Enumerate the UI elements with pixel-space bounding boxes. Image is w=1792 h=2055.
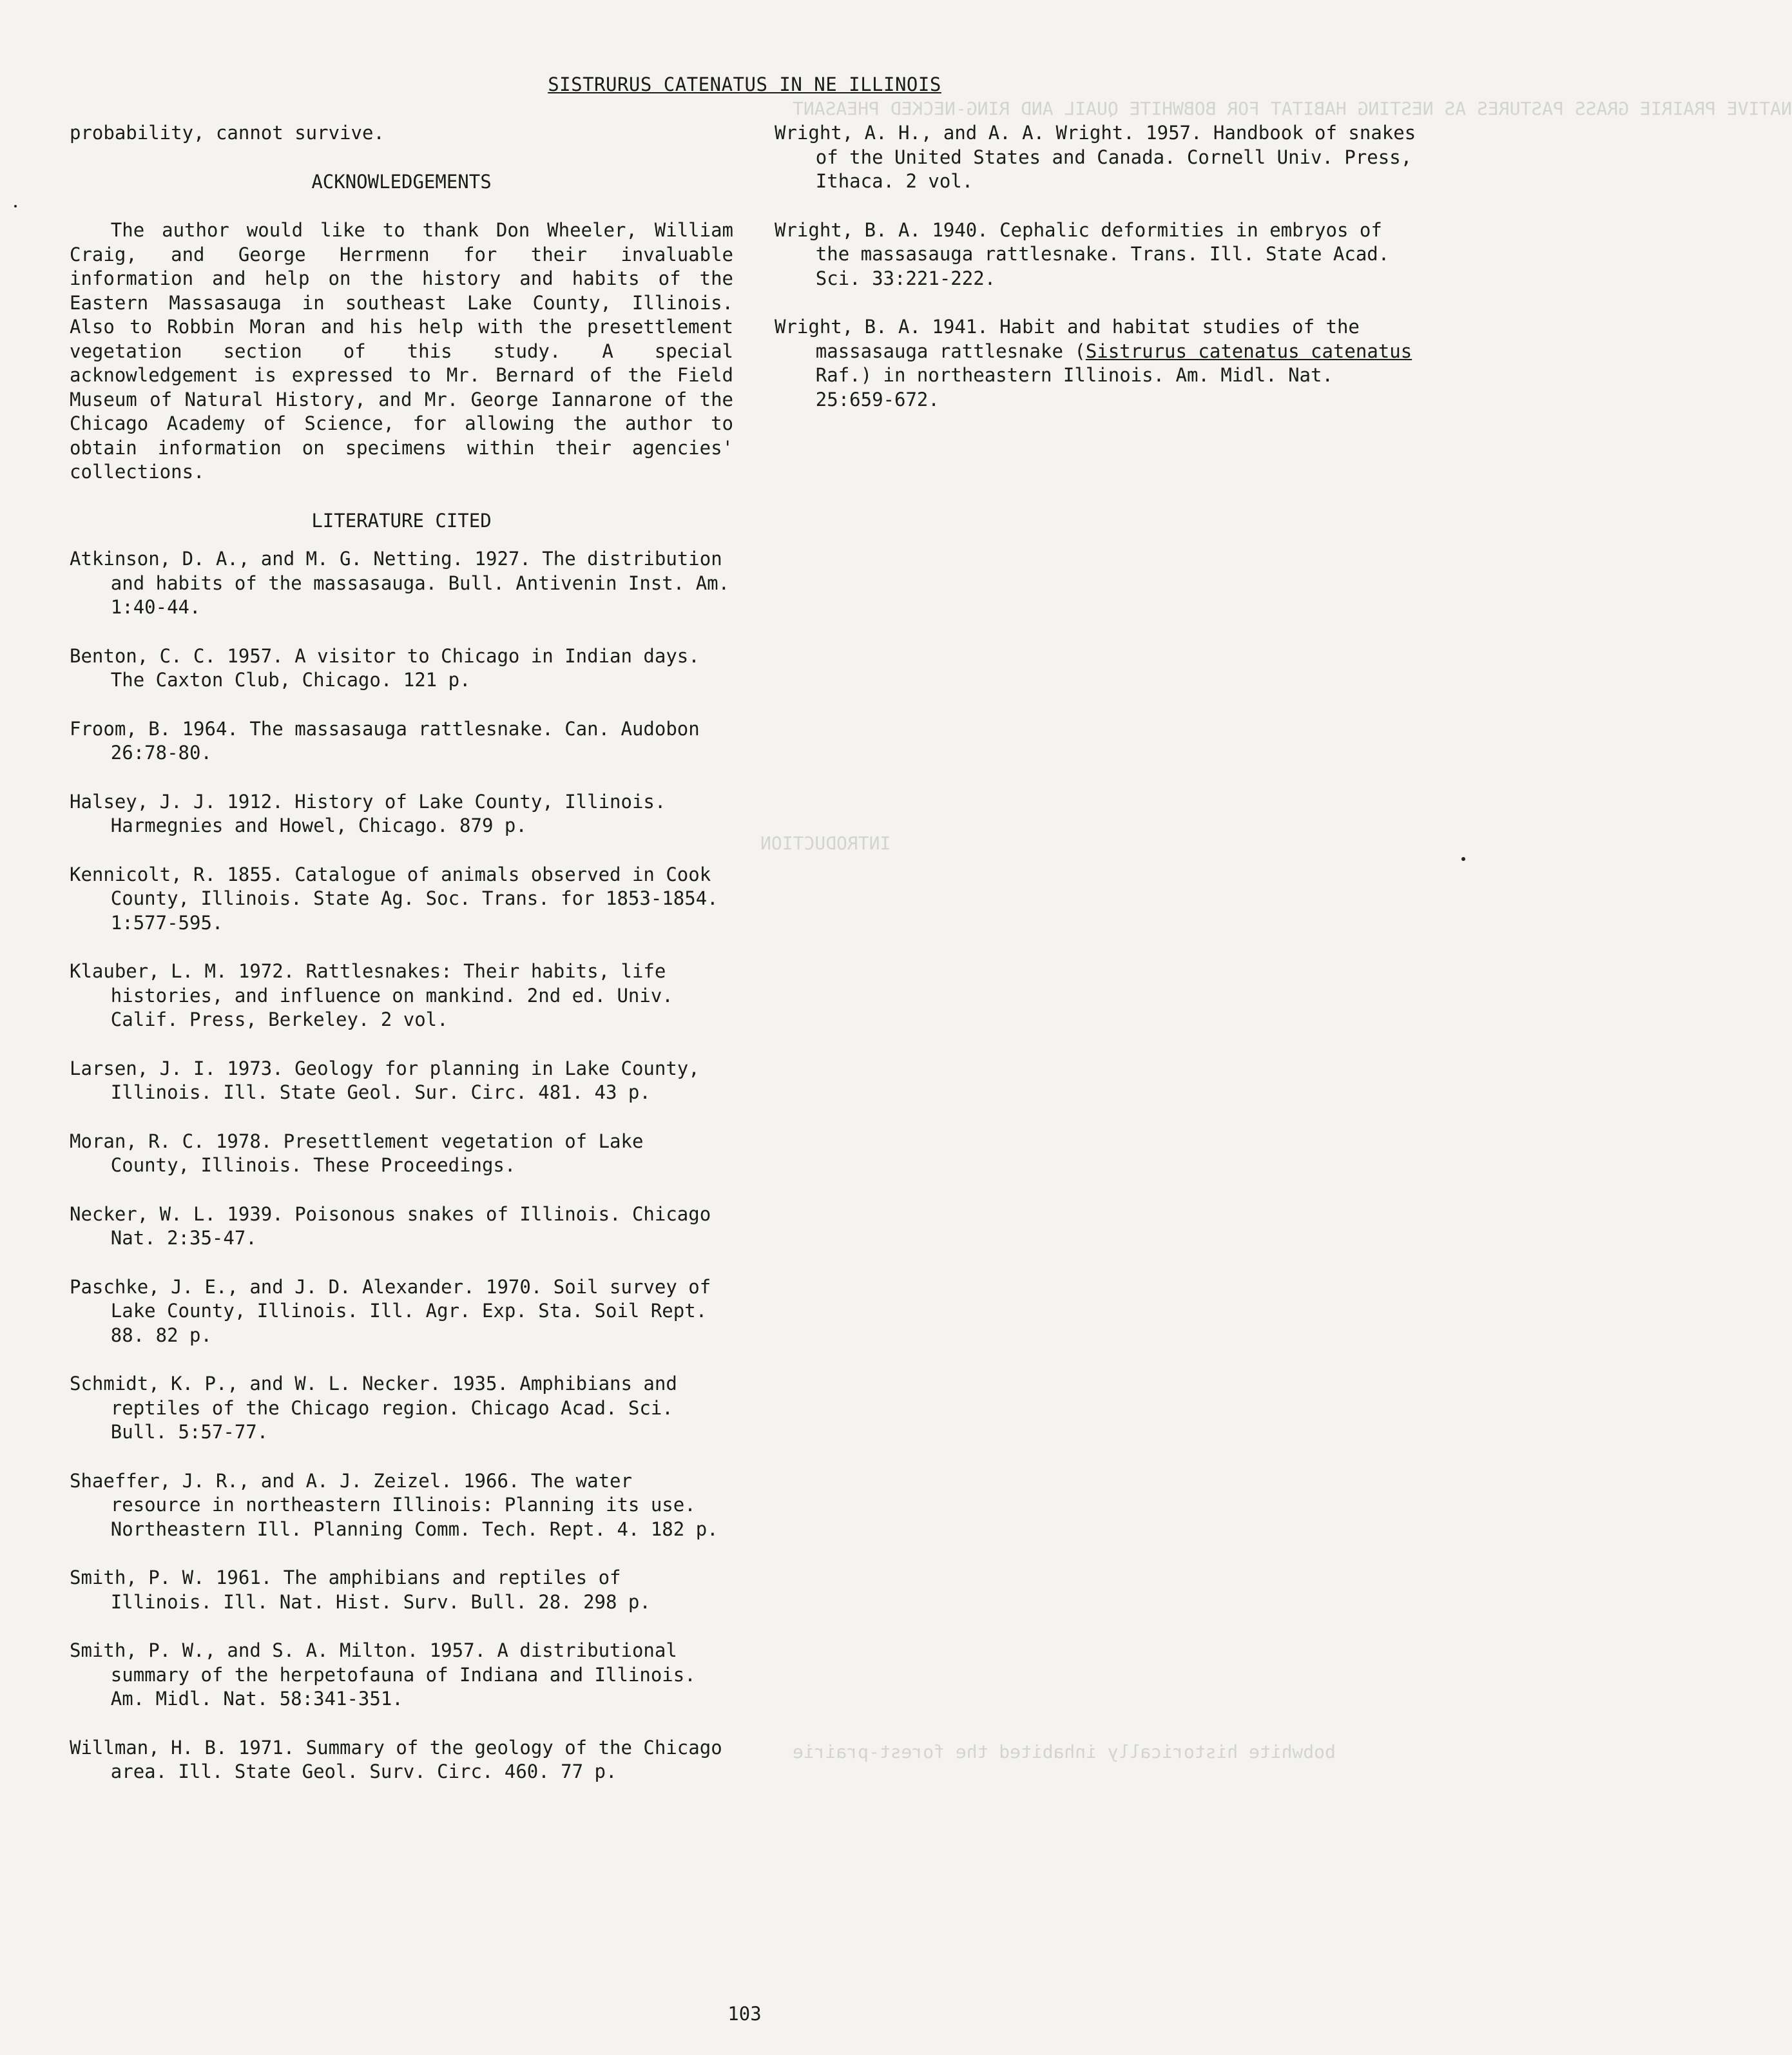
literature-heading: LITERATURE CITED — [311, 509, 492, 532]
reference-item: Halsey, J. J. 1912. History of Lake County, Illinois. Harmegnies and Howel, Chicago. 879 p. — [70, 790, 666, 836]
reference-item — [775, 315, 1419, 412]
page-number: 103 — [727, 2003, 762, 2025]
reference-item: Kennicolt, R. 1855. Catalogue of animals observed in Cook County, Illinois. State Ag. Soc. Trans. for 1853-1854. 1:577-595. — [70, 863, 718, 934]
reference-item: Paschke, J. E., and J. D. Alexander. 1970. Soil survey of Lake County, Illinois. Ill. Agr. Exp. Sta. Soil Rept. 88. 82 p. — [70, 1275, 711, 1346]
right-column — [775, 121, 1419, 436]
reference-item: Benton, C. C. 1957. A visitor to Chicago in Indian days. The Caxton Club, Chicago. 121 p. — [70, 644, 700, 691]
acknowledgements-heading: ACKNOWLEDGEMENTS — [311, 170, 492, 193]
reference-text: Raf.) in northeastern Illinois. Am. Midl. Nat. 25:659-672. — [815, 364, 1333, 410]
acknowledgements-paragraph: The author would like to thank Don Wheeler, William Craig, and George Herrmenn for their invaluable information and help on the history and habits of the Eastern Massasauga in southeast Lake County, Illinois. Also to Robbin Moran and his help with the presettlement vegetation section of this study. A special acknowledgement is expressed to Mr. Bernard of the Field Museum of Natural History, and Mr. George Iannarone of the Chicago Academy of Science, for allowing the author to obtain information on specimens within their agencies' collections. — [70, 219, 733, 483]
scan-speck — [14, 205, 17, 207]
reference-item: Froom, B. 1964. The massasauga rattlesnake. Can. Audobon 26:78-80. — [70, 717, 700, 764]
reference-item: Wright, B. A. 1940. Cephalic deformities in embryos of the massasauga rattlesnake. Trans. Ill. State Acad. Sci. 33:221-222. — [775, 218, 1390, 289]
show-through-text: NATIVE PRAIRIE GRASS PASTURES AS NESTING HABITAT FOR BOBWHITE QUAIL AND RING-NECKED PHEASANT — [793, 98, 1792, 119]
left-column — [70, 121, 733, 1809]
show-through-text: INTRODUCTION — [760, 833, 891, 854]
reference-item: Atkinson, D. A., and M. G. Netting. 1927. The distribution and habits of the massasauga. Bull. Antivenin Inst. Am. 1:40-44. — [70, 548, 730, 618]
reference-item: Schmidt, K. P., and W. L. Necker. 1935. Amphibians and reptiles of the Chicago region. Chicago Acad. Sci. Bull. 5:57-77. — [70, 1373, 677, 1443]
show-through-text: bobwhite historically inhabited the forest-prairie — [793, 1741, 1336, 1762]
taxon-name: Sistrurus catenatus catenatus — [1085, 340, 1412, 362]
reference-item: Moran, R. C. 1978. Presettlement vegetation of Lake County, Illinois. These Proceedings. — [70, 1130, 644, 1176]
continuation-text: probability, cannot survive. — [70, 122, 385, 144]
reference-item: Smith, P. W., and S. A. Milton. 1957. A distributional summary of the herpetofauna of Indiana and Illinois. Am. Midl. Nat. 58:341-351. — [70, 1639, 696, 1710]
reference-item: Wright, A. H., and A. A. Wright. 1957. Handbook of snakes of the United States and Canada. Cornell Univ. Press, Ithaca. 2 vol. — [775, 122, 1416, 192]
reference-item: Shaeffer, J. R., and A. J. Zeizel. 1966. The water resource in northeastern Illinois: Planning its use. Northeastern Ill. Planning Comm. Tech. Rept. 4. 182 p. — [70, 1469, 718, 1540]
reference-item: Klauber, L. M. 1972. Rattlesnakes: Their habits, life histories, and influence on mankind. 2nd ed. Univ. Calif. Press, Berkeley. 2 vol. — [70, 960, 673, 1030]
scan-speck — [1461, 857, 1465, 861]
reference-item: Smith, P. W. 1961. The amphibians and reptiles of Illinois. Ill. Nat. Hist. Surv. Bull. 28. 298 p. — [70, 1567, 651, 1613]
reference-item: Willman, H. B. 1971. Summary of the geology of the Chicago area. Ill. State Geol. Surv. Circ. 460. 77 p. — [70, 1736, 722, 1782]
running-header: SISTRURUS CATENATUS IN NE ILLINOIS — [548, 73, 941, 95]
reference-item: Larsen, J. I. 1973. Geology for planning in Lake County, Illinois. Ill. State Geol. Sur. Circ. 481. 43 p. — [70, 1057, 700, 1103]
reference-text: Wright, B. A. 1941. Habit and habitat studies of the massasauga rattlesnake ( — [775, 316, 1360, 362]
reference-item: Necker, W. L. 1939. Poisonous snakes of Illinois. Chicago Nat. 2:35-47. — [70, 1202, 711, 1249]
